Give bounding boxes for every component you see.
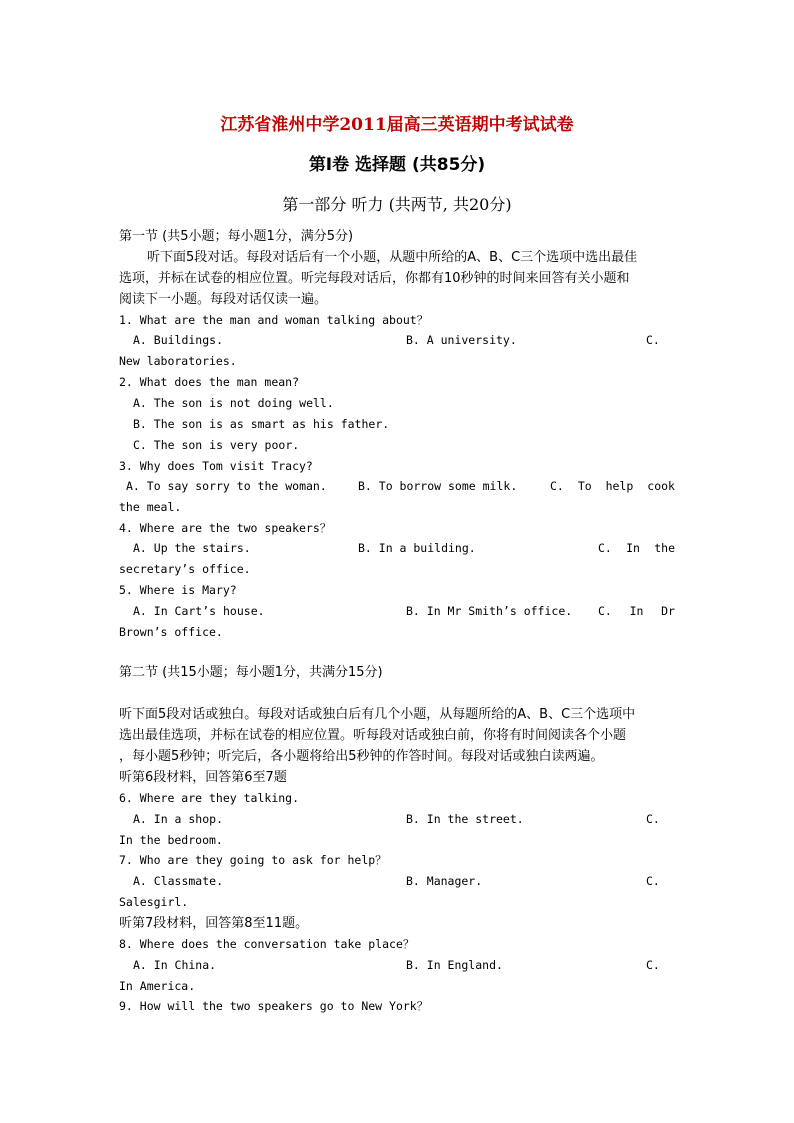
question-3: 3. Why does Tom visit Tracy? — [119, 459, 313, 473]
q7-option-c: C. — [646, 874, 660, 888]
q7-option-b: B. Manager. — [406, 874, 483, 888]
q4-option-c-w2: the — [654, 541, 675, 555]
question-6: 6. Where are they talking. — [119, 791, 300, 805]
section2-instr-3: ，每小题5秒钟；听完后，各小题将给出5秒钟的作答时间。每段对话或独白读两遍。 — [119, 749, 604, 764]
section2-instr-2: 选出最佳选项，并标在试卷的相应位置。听每段对话或独白前，你将有时间阅读各个小题 — [119, 728, 627, 743]
q6-option-a: A. In a shop. — [133, 812, 224, 826]
q3-option-c-w3: cook — [647, 479, 675, 493]
material-7-note: 听第7段材料，回答第8至11题。 — [119, 916, 309, 931]
section1-instr-2: 选项，并标在试卷的相应位置。听完每段对话后，你都有10秒钟的时间来回答有关小题和 — [119, 271, 630, 286]
question-4: 4. Where are the two speakers？ — [119, 521, 332, 535]
q4-option-b: B. In a building. — [358, 541, 476, 555]
q3-option-c-w1: To — [577, 479, 592, 493]
volume-heading: 第I卷 选择题 (共85分) — [308, 155, 486, 175]
section2-instr-1: 听下面5段对话或独白。每段对话或独白后有几个小题，从每题所给的A、B、C三个选项中 — [119, 707, 636, 722]
question-8: 8. Where does the conversation take place？ — [119, 937, 415, 951]
q8-option-c: C. — [646, 958, 660, 972]
section1-instr-3: 阅读下一小题。每段对话仅读一遍。 — [119, 292, 328, 307]
q8-option-a: A. In China. — [133, 958, 217, 972]
q1-option-b: B. A university. — [406, 333, 517, 347]
q2-option-c: C. The son is very poor. — [133, 438, 300, 452]
q6-option-c-text: In the bedroom. — [119, 833, 223, 847]
q5-option-c-w1: In — [629, 604, 644, 618]
q4-option-a: A. Up the stairs. — [133, 541, 251, 555]
q1-option-c-text: New laboratories. — [119, 354, 237, 368]
q5-option-c — [598, 601, 675, 622]
q6-option-c: C. — [646, 812, 660, 826]
q4-option-c-w1: In — [626, 541, 640, 555]
q3-option-c-w2: help — [605, 479, 634, 493]
q7-option-a: A. Classmate. — [133, 874, 224, 888]
q2-option-a: A. The son is not doing well. — [133, 396, 334, 410]
section1-instr-1: 听下面5段对话。每段对话后有一个小题，从题中所给的A、B、C三个选项中选出最佳 — [147, 250, 638, 265]
q8-option-b: B. In England. — [406, 958, 503, 972]
question-7: 7. Who are they going to ask for help？ — [119, 853, 387, 867]
question-1: 1. What are the man and woman talking about？ — [119, 313, 429, 327]
q5-option-b: B. In Mr Smith’s office. — [406, 604, 573, 618]
q4-option-c-letter: C. — [598, 541, 612, 555]
question-5: 5. Where is Mary? — [119, 583, 237, 597]
question-9: 9. How will the two speakers go to New York？ — [119, 999, 429, 1013]
section2-header: 第二节 (共15小题；每小题1分，共满分15分) — [119, 665, 383, 680]
q5-option-c-w2: Dr — [661, 604, 675, 618]
q3-option-c — [550, 476, 675, 497]
part-heading: 第一部分 听力 (共两节, 共20分) — [282, 195, 512, 214]
exam-title: 江苏省淮州中学2011届高三英语期中考试试卷 — [220, 115, 574, 135]
q8-option-c-text: In America. — [119, 979, 196, 993]
q3-option-c-cont: the meal. — [119, 500, 182, 514]
q4-option-c-cont: secretary’s office. — [119, 562, 251, 576]
q1-option-c: C. — [646, 333, 660, 347]
material-6-note: 听第6段材料，回答第6至7题 — [119, 770, 287, 785]
section1-header: 第一节 (共5小题；每小题1分，满分5分) — [119, 229, 354, 244]
q3-option-a: A. To say sorry to the woman. — [126, 479, 327, 493]
q4-option-c — [598, 538, 675, 559]
q3-option-c-letter: C. — [550, 479, 564, 493]
q5-option-c-cont: Brown’s office. — [119, 625, 223, 639]
q5-option-a: A. In Cart’s house. — [133, 604, 265, 618]
q6-option-b: B. In the street. — [406, 812, 524, 826]
q3-option-b: B. To borrow some milk. — [358, 479, 518, 493]
q2-option-b: B. The son is as smart as his father. — [133, 417, 390, 431]
q1-option-a: A. Buildings. — [133, 333, 224, 347]
question-2: 2. What does the man mean? — [119, 375, 300, 389]
q5-option-c-letter: C. — [598, 604, 612, 618]
q7-option-c-text: Salesgirl. — [119, 895, 189, 909]
